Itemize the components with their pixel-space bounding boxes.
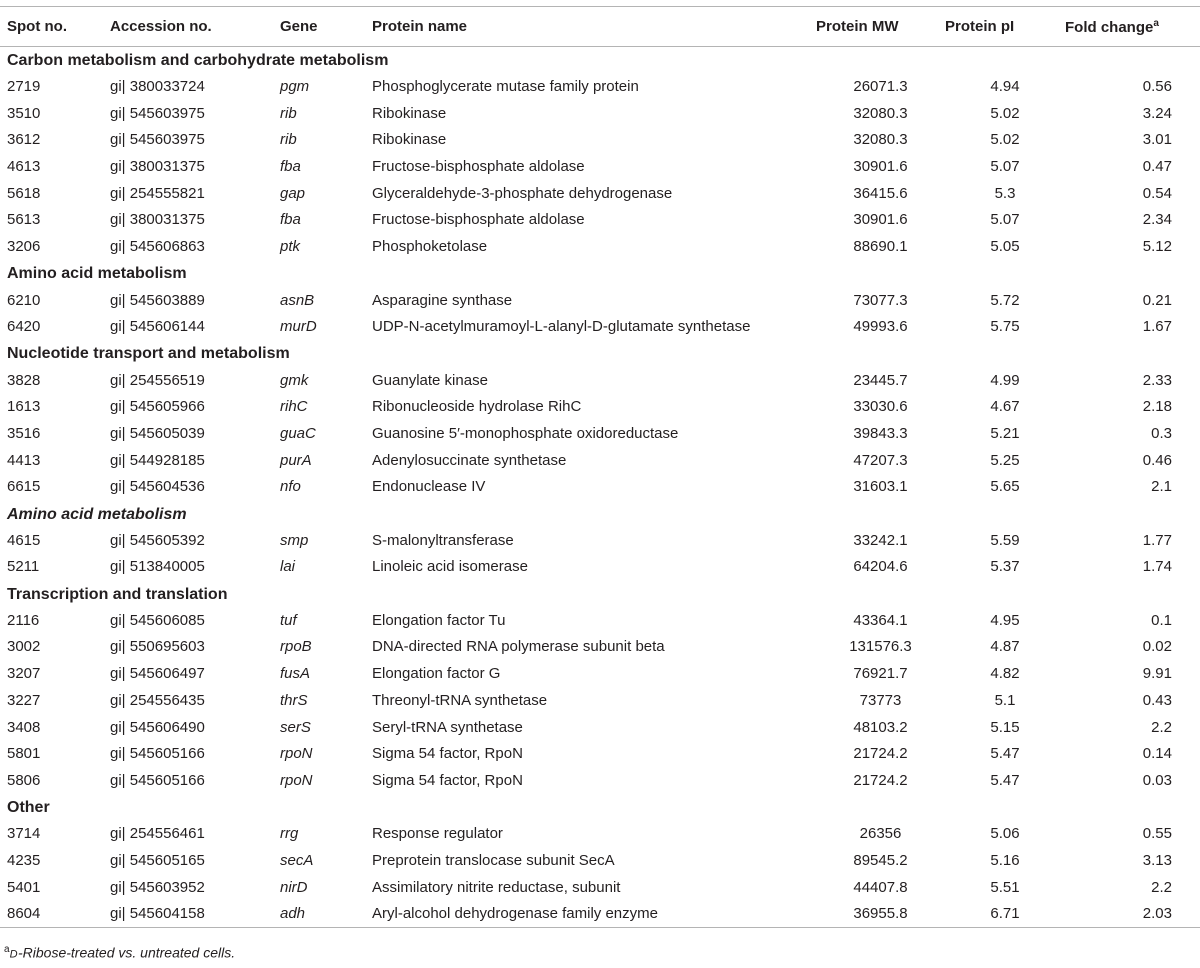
table-row (0, 153, 1200, 180)
cell-protein-name: Ribokinase (372, 104, 447, 122)
cell-spot: 2719 (7, 78, 41, 96)
cell-protein-pi: 5.72 (990, 291, 1020, 309)
cell-accession: gi| 550695603 (110, 638, 205, 656)
cell-spot: 2116 (7, 611, 40, 629)
cell-gene: ptk (280, 238, 301, 256)
section-title: Amino acid metabolism (7, 505, 187, 523)
cell-protein-mw: 43364.1 (853, 611, 908, 629)
header-accession: Accession no. (110, 7, 280, 47)
cell-accession: gi| 544928185 (110, 451, 205, 469)
cell-protein-name: Assimilatory nitrite reductase, subunit (372, 878, 621, 896)
cell-gene: serS (280, 718, 311, 736)
cell-fold-change: 2.03 (1065, 901, 1200, 928)
cell-spot: 3002 (7, 638, 41, 656)
header-fold-change (1065, 7, 1200, 47)
cell-fold-change: 3.24 (1142, 104, 1172, 122)
cell-spot: 4413 (7, 451, 41, 469)
cell-spot: 1613 (7, 398, 41, 416)
cell-protein-mw: 30901.6 (853, 211, 908, 229)
section-header-row (0, 794, 1200, 821)
cell-fold-change: 0.47 (1142, 158, 1172, 176)
cell-fold-change: 0.43 (1142, 691, 1172, 709)
cell-fold-change: 3.13 (1142, 851, 1172, 869)
table-row (0, 874, 1200, 901)
cell-protein-name: Linoleic acid isomerase (372, 558, 528, 576)
cell-protein-name: Glyceraldehyde-3-phosphate dehydrogenase (372, 184, 673, 202)
cell-protein-name: Adenylosuccinate synthetase (372, 451, 567, 469)
table-row (0, 393, 1200, 420)
cell-protein-pi: 4.94 (990, 78, 1020, 96)
cell-protein-pi: 5.07 (990, 211, 1020, 229)
cell-spot: 4613 (7, 158, 41, 176)
cell-accession: gi| 545604158 (110, 901, 280, 928)
section-header-row (0, 47, 1200, 74)
header-protein-pi: Protein pI (945, 7, 1065, 47)
cell-accession: gi| 545603975 (110, 131, 205, 149)
table-row (0, 127, 1200, 154)
cell-protein-mw: 31603.1 (853, 478, 908, 496)
cell-protein-mw: 44407.8 (853, 878, 908, 896)
cell-accession: gi| 545605166 (110, 745, 205, 763)
cell-protein-pi: 4.82 (990, 665, 1020, 683)
cell-accession: gi| 545604536 (110, 478, 205, 496)
cell-protein-pi: 5.65 (990, 478, 1020, 496)
cell-protein-name: Guanylate kinase (372, 371, 488, 389)
section-title: Carbon metabolism and carbohydrate metabolism (7, 52, 389, 70)
cell-spot: 3714 (7, 825, 41, 843)
section-title: Other (7, 799, 50, 817)
cell-protein-mw: 36415.6 (853, 184, 908, 202)
cell-protein-mw: 23445.7 (853, 371, 908, 389)
cell-accession: gi| 545605166 (110, 771, 205, 789)
cell-protein-pi: 4.67 (990, 398, 1020, 416)
cell-protein-name: Fructose-bisphosphate aldolase (372, 211, 585, 229)
table-header (0, 7, 1200, 47)
cell-fold-change: 2.34 (1142, 211, 1172, 229)
cell-spot: 5401 (7, 878, 41, 896)
cell-accession: gi| 513840005 (110, 558, 205, 576)
protein-table (0, 6, 1200, 928)
table-row (0, 367, 1200, 394)
cell-protein-mw: 73077.3 (853, 291, 908, 309)
cell-protein-name: Aryl-alcohol dehydrogenase family enzyme (372, 901, 790, 928)
cell-protein-pi: 5.16 (990, 851, 1020, 869)
cell-protein-pi: 4.99 (990, 371, 1020, 389)
section-header-row (0, 580, 1200, 607)
cell-protein-pi: 5.25 (990, 451, 1020, 469)
cell-gene: rib (280, 131, 297, 149)
cell-fold-change: 2.18 (1142, 398, 1172, 416)
cell-protein-name: Response regulator (372, 825, 503, 843)
cell-protein-name: S-malonyltransferase (372, 531, 514, 549)
table-row (0, 901, 1200, 928)
cell-gene: smp (280, 531, 309, 549)
cell-protein-pi: 4.95 (990, 611, 1020, 629)
header-fold-change-label: Fold change (1065, 18, 1154, 36)
cell-protein-mw: 33030.6 (853, 398, 908, 416)
table-row (0, 554, 1200, 581)
cell-fold-change: 0.54 (1142, 184, 1172, 202)
table-row (0, 313, 1200, 340)
cell-protein-name: Preprotein translocase subunit SecA (372, 851, 615, 869)
cell-gene: rrg (280, 825, 299, 843)
cell-protein-mw: 32080.3 (853, 131, 908, 149)
cell-protein-pi: 5.15 (990, 718, 1020, 736)
cell-protein-pi: 5.06 (990, 825, 1020, 843)
header-gene: Gene (280, 7, 372, 47)
cell-gene: adh (280, 901, 372, 928)
cell-protein-pi: 6.71 (945, 901, 1065, 928)
cell-fold-change: 2.2 (1151, 718, 1172, 736)
cell-protein-mw: 21724.2 (853, 771, 908, 789)
cell-gene: rihC (280, 398, 308, 416)
header-fold-footnote-mark: a (1153, 17, 1159, 29)
cell-protein-pi: 5.59 (990, 531, 1020, 549)
cell-spot: 3612 (7, 131, 41, 149)
cell-protein-mw: 73773 (859, 691, 902, 709)
cell-accession: gi| 545605966 (110, 398, 205, 416)
cell-protein-name: Guanosine 5′-monophosphate oxidoreductase (372, 424, 679, 442)
section-title: Amino acid metabolism (7, 265, 187, 283)
cell-protein-pi: 5.02 (990, 131, 1020, 149)
table-row (0, 527, 1200, 554)
cell-protein-mw: 26071.3 (853, 78, 908, 96)
cell-protein-name: Endonuclease IV (372, 478, 486, 496)
table-row (0, 740, 1200, 767)
cell-spot: 5806 (7, 771, 41, 789)
cell-accession: gi| 545606863 (110, 238, 205, 256)
cell-fold-change: 0.02 (1142, 638, 1172, 656)
section-header-row (0, 500, 1200, 527)
cell-protein-name: Phosphoglycerate mutase family protein (372, 78, 639, 96)
cell-gene: rpoN (280, 771, 313, 789)
cell-accession: gi| 545605392 (110, 531, 205, 549)
cell-accession: gi| 254556435 (110, 691, 205, 709)
cell-fold-change: 9.91 (1142, 665, 1172, 683)
section-title: Nucleotide transport and metabolism (7, 345, 290, 363)
table-row (0, 287, 1200, 314)
cell-protein-pi: 4.87 (990, 638, 1020, 656)
cell-protein-name: Elongation factor G (372, 665, 501, 683)
cell-accession: gi| 380031375 (110, 158, 205, 176)
cell-fold-change: 2.33 (1142, 371, 1172, 389)
cell-gene: guaC (280, 424, 316, 442)
cell-spot: 4235 (7, 851, 41, 869)
cell-gene: rib (280, 104, 297, 122)
cell-fold-change: 1.67 (1142, 318, 1172, 336)
cell-spot: 3516 (7, 424, 41, 442)
cell-gene: purA (280, 451, 312, 469)
table-row (0, 180, 1200, 207)
cell-spot: 6210 (7, 291, 41, 309)
cell-accession: gi| 254555821 (110, 184, 205, 202)
table-row (0, 420, 1200, 447)
cell-spot: 3828 (7, 371, 41, 389)
cell-accession: gi| 545603889 (110, 291, 205, 309)
cell-gene: pgm (280, 78, 310, 96)
table-row (0, 847, 1200, 874)
cell-fold-change: 0.14 (1142, 745, 1172, 763)
cell-spot: 6615 (7, 478, 41, 496)
cell-protein-name: DNA-directed RNA polymerase subunit beta (372, 638, 665, 656)
cell-accession: gi| 545605039 (110, 424, 205, 442)
cell-gene: fba (280, 211, 301, 229)
cell-protein-mw: 32080.3 (853, 104, 908, 122)
cell-accession: gi| 545606085 (110, 611, 205, 629)
cell-protein-name: Seryl-tRNA synthetase (372, 718, 523, 736)
table-row (0, 687, 1200, 714)
table-footnote: $^a$D-Ribose-treated vs. untreated cells. (4, 944, 236, 961)
cell-spot: 3206 (7, 238, 41, 256)
header-spot: Spot no. (0, 7, 110, 47)
cell-accession: gi| 380031375 (110, 211, 205, 229)
cell-gene: fusA (280, 665, 311, 683)
cell-spot: 5618 (7, 184, 41, 202)
cell-protein-name: Threonyl-tRNA synthetase (372, 691, 548, 709)
cell-protein-mw: 64204.6 (853, 558, 908, 576)
cell-fold-change: 1.74 (1142, 558, 1172, 576)
cell-protein-pi: 5.02 (990, 104, 1020, 122)
cell-protein-mw: 33242.1 (853, 531, 908, 549)
cell-gene: nirD (280, 878, 308, 896)
footnote-mark: a (4, 944, 10, 955)
section-header-row (0, 260, 1200, 287)
cell-fold-change: 0.1 (1151, 611, 1172, 629)
header-protein-name: Protein name (372, 7, 790, 47)
cell-protein-pi: 5.51 (990, 878, 1020, 896)
cell-accession: gi| 545605165 (110, 851, 205, 869)
cell-accession: gi| 545606497 (110, 665, 205, 683)
cell-spot: 5613 (7, 211, 41, 229)
cell-gene: asnB (280, 291, 315, 309)
footnote-text: -Ribose-treated vs. untreated cells. (18, 944, 236, 961)
table-row (0, 660, 1200, 687)
table-row (0, 100, 1200, 127)
cell-protein-name: Ribonucleoside hydrolase RihC (372, 398, 582, 416)
cell-gene: thrS (280, 691, 308, 709)
cell-protein-pi: 5.3 (994, 184, 1016, 202)
table-row (0, 767, 1200, 794)
table-body (0, 47, 1200, 928)
cell-accession: gi| 545606144 (110, 318, 205, 336)
table-row (0, 607, 1200, 634)
cell-gene: rpoN (280, 745, 313, 763)
cell-gene: gap (280, 184, 306, 202)
cell-protein-pi: 5.1 (994, 691, 1016, 709)
cell-accession: gi| 545606490 (110, 718, 205, 736)
cell-spot: 3510 (7, 104, 41, 122)
section-title: Transcription and translation (7, 585, 228, 603)
cell-protein-pi: 5.37 (990, 558, 1020, 576)
table-row (0, 73, 1200, 100)
table-row (0, 634, 1200, 661)
cell-gene: rpoB (280, 638, 312, 656)
cell-protein-mw: 88690.1 (853, 238, 908, 256)
cell-gene: fba (280, 158, 301, 176)
cell-spot: 8604 (0, 901, 110, 928)
cell-spot: 3408 (7, 718, 41, 736)
cell-protein-mw: 76921.7 (853, 665, 908, 683)
table-row (0, 714, 1200, 741)
cell-protein-mw: 39843.3 (853, 424, 908, 442)
cell-gene: tuf (280, 611, 297, 629)
cell-gene: lai (280, 558, 296, 576)
table-row (0, 820, 1200, 847)
cell-fold-change: 0.03 (1142, 771, 1172, 789)
cell-gene: gmk (280, 371, 309, 389)
cell-fold-change: 5.12 (1142, 238, 1172, 256)
cell-protein-mw: 26356 (859, 825, 902, 843)
cell-accession: gi| 380033724 (110, 78, 205, 96)
cell-protein-name: Phosphoketolase (372, 238, 488, 256)
cell-gene: murD (280, 318, 317, 336)
cell-fold-change: 0.56 (1142, 78, 1172, 96)
table-row (0, 207, 1200, 234)
cell-spot: 4615 (7, 531, 41, 549)
cell-gene: secA (280, 851, 314, 869)
cell-fold-change: 0.46 (1142, 451, 1172, 469)
cell-protein-mw: 21724.2 (853, 745, 908, 763)
cell-protein-name: UDP-N-acetylmuramoyl-L-alanyl-D-glutamate synthetase (372, 318, 751, 336)
cell-fold-change: 3.01 (1142, 131, 1172, 149)
cell-accession: gi| 254556519 (110, 371, 205, 389)
cell-protein-mw: 89545.2 (853, 851, 908, 869)
cell-protein-pi: 5.47 (990, 745, 1020, 763)
cell-protein-name: Asparagine synthase (372, 291, 513, 309)
cell-fold-change: 2.1 (1151, 478, 1172, 496)
cell-gene: nfo (280, 478, 301, 496)
section-header-row (0, 340, 1200, 367)
cell-protein-mw: 131576.3 (849, 638, 912, 656)
cell-fold-change: 0.21 (1142, 291, 1172, 309)
cell-protein-name: Sigma 54 factor, RpoN (372, 745, 523, 763)
cell-protein-pi: 5.05 (990, 238, 1020, 256)
cell-protein-pi: 5.75 (990, 318, 1020, 336)
header-protein-mw: Protein MW (790, 7, 945, 47)
cell-spot: 5801 (7, 745, 41, 763)
cell-accession: gi| 545603975 (110, 104, 205, 122)
cell-accession: gi| 545603952 (110, 878, 205, 896)
cell-spot: 3207 (7, 665, 41, 683)
cell-spot: 3227 (7, 691, 41, 709)
cell-fold-change: 2.2 (1151, 878, 1172, 896)
cell-protein-pi: 5.21 (990, 424, 1020, 442)
cell-protein-pi: 5.47 (990, 771, 1020, 789)
cell-protein-name: Elongation factor Tu (372, 611, 506, 629)
cell-fold-change: 0.3 (1151, 424, 1172, 442)
table-row (0, 447, 1200, 474)
cell-protein-pi: 5.07 (990, 158, 1020, 176)
cell-protein-name: Ribokinase (372, 131, 447, 149)
table-row (0, 474, 1200, 501)
cell-protein-mw: 30901.6 (853, 158, 908, 176)
cell-accession: gi| 254556461 (110, 825, 205, 843)
cell-protein-mw: 47207.3 (853, 451, 908, 469)
cell-spot: 6420 (7, 318, 41, 336)
cell-fold-change: 0.55 (1142, 825, 1172, 843)
cell-protein-name: Sigma 54 factor, RpoN (372, 771, 523, 789)
cell-protein-mw: 48103.2 (853, 718, 908, 736)
cell-protein-mw: 36955.8 (790, 901, 945, 928)
cell-fold-change: 1.77 (1142, 531, 1172, 549)
cell-spot: 5211 (7, 558, 40, 576)
cell-protein-mw: 49993.6 (853, 318, 908, 336)
cell-protein-name: Fructose-bisphosphate aldolase (372, 158, 585, 176)
table-row (0, 233, 1200, 260)
